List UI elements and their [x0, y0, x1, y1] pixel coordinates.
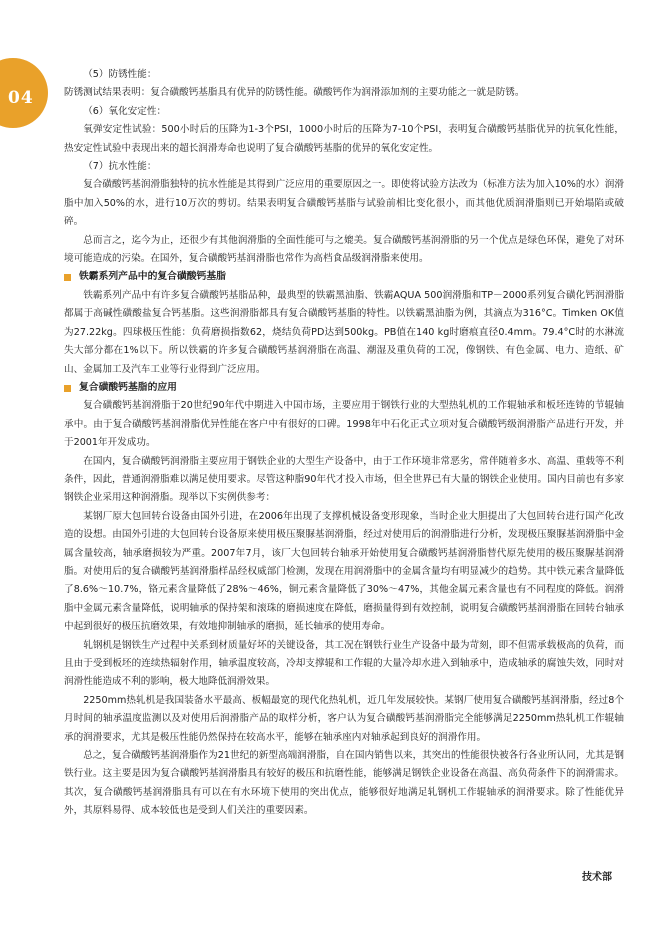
paragraph: 2250mm热轧机是我国装备水平最高、板幅最宽的现代化热轧机，近几年发展较快。某钢厂使用复合磺酸钙基润滑脂，经过8个月时间的轴承温度监测以及对使用后润滑脂产品的取样分析，客户认为复合磺酸钙基润滑脂完全能够满足2250mm热轧机工作辊轴承的润滑要求，尤其是极压性能仍然保持在较高水平，能够在轴承座内对轴承起到良好的润滑作用。: [64, 694, 624, 743]
subsection-title: （5）防锈性能：: [83, 69, 157, 80]
section-heading: [64, 379, 624, 397]
paragraph: 防锈测试结果表明：复合磺酸钙基脂具有优异的防锈性能。磺酸钙作为润滑添加剂的主要功能之一就是防锈。: [64, 87, 525, 99]
paragraph: 轧钢机是钢铁生产过程中关系到材质量好坏的关键设备，其工况在钢铁行业生产设备中最为苛刻，即不但需承载极高的负荷，而且由于受到板坯的连续热辐射作用，轴承温度较高，冷却支撑辊和工作辊的大量冷却水进入到轴承中，造成轴承的腐蚀失效，同时对润滑性能造成不利的影响，极大地降低润滑效果。: [64, 639, 624, 688]
section-heading: [64, 268, 624, 286]
subsection-title: （7）抗水性能：: [83, 161, 157, 173]
paragraph: 总之，复合磺酸钙基润滑脂作为21世纪的新型高端润滑脂，自在国内销售以来，其突出的性能很快被各行各业所认同，尤其是钢铁行业。这主要是因为复合磺酸钙基润滑脂具有较好的极压和抗磨性能，能够满足钢铁企业设备在高温、高负荷条件下的润滑需求。其次，复合磺酸钙基润滑脂具有可以在有水环境下使用的突出优点，能够很好地满足轧钢机工作辊轴承的润滑要求。除了性能优异外，其原料易得、成本较低也是受到人们关注的重要因素。: [64, 750, 624, 817]
section-heading-text: 复合磺酸钙基脂的应用: [79, 381, 177, 393]
page-number: 04: [8, 88, 34, 108]
paragraph: 氧弹安定性试验：500小时后的压降为1-3个PSI，1000小时后的压降为7-10个PSI，表明复合磺酸钙基脂优异的抗氧化性能，热安定性试验中表现出来的超长润滑寿命也说明了复合磺酸钙基脂的优异的氧化安定性。: [64, 124, 624, 154]
subsection-title: （6）氧化安定性：: [83, 105, 167, 117]
square-bullet-icon: [64, 385, 71, 392]
paragraph: 总而言之，迄今为止，还很少有其他润滑脂的全面性能可与之媲美。复合磺酸钙基润滑脂的另一个优点是绿色环保，避免了对环境可能造成的污染。在国外，复合磺酸钙基润滑脂也常作为高档食品级润滑脂来使用。: [64, 234, 624, 265]
paragraph: 复合磺酸钙基润滑脂独特的抗水性能是其得到广泛应用的重要原因之一。即使将试验方法改为（标准方法为加入10%的水）润滑脂中加入50%的水，进行10万次的剪切。结果表明复合磺酸钙基脂与试验前相比变化很小，而其他优质润滑脂则已开始塌陷或破碎。: [64, 179, 624, 228]
paragraph: 铁霸系列产品中有许多复合磺酸钙基脂品种，最典型的铁霸黑油脂、铁霸AQUA 500润滑脂和TP－2000系列复合磺化钙润滑脂都属于高碱性磺酸盐复合钙基脂。这些润滑脂都具有复合磺酸钙基脂的特性。以铁霸黑油脂为例，其滴点为316°C。Timken OK值为27.22kg。四球极压性能：负荷磨损指数62，烧结负荷PD达到500kg。PB值在140 kg时磨痕直径0.4mm。79.4°C时的水淋流失大部分都在1%以下。所以铁霸的许多复合磺酸钙基润滑脂在高温、潮湿及重负荷的工况，像钢铁、有色金属、电力、造纸、矿山、金属加工及汽车工业等行业得到广泛应用。: [64, 289, 624, 375]
paragraph: 某钢厂原大包回转台设备由国外引进，在2006年出现了支撑机械设备变形现象，当时企业大胆提出了大包回转台进行国产化改造的设想。由国外引进的大包回转台设备原来使用极压聚脲基润滑脂，经过对使用后的润滑脂进行分析，发现极压聚脲基润滑脂中金属含量较高，轴承磨损较为严重。2007年7月，该厂大包回转台轴承开始使用复合磺酸钙基润滑脂替代原先使用的极压聚脲基润滑脂。对使用后的复合磺酸钙基润滑脂样品经权威部门检测，发现在用润滑脂中的金属含量均有明显减少的趋势。其中铁元素含量降低了8.6%～10.7%，铬元素含量降低了28%～46%，铜元素含量降低了30%～47%，其他金属元素含量也有不同程度的降低。润滑脂中金属元素含量降低，说明轴承的保持架和滚珠的磨损速度在降低，磨损量得到有效控制，说明复合磺酸钙基润滑脂在回转台轴承中起到很好的极压抗磨效果，有效地抑制轴承的磨损，延长轴承的使用寿命。: [64, 510, 624, 633]
section-heading-text: 铁霸系列产品中的复合磺酸钙基脂: [79, 271, 226, 283]
article-body: [64, 66, 624, 821]
footer-department: 技术部: [582, 872, 612, 883]
paragraph: 在国内，复合磺酸钙润滑脂主要应用于钢铁企业的大型生产设备中，由于工作环境非常恶劣，常伴随着多水、高温、重载等不利条件，因此，普通润滑脂难以满足使用要求。尽管这种脂90年代才投入市场，但全世界已有大量的钢铁企业使用。国内目前也有多家钢铁企业采用这种润滑脂。现举以下实例供参考：: [64, 455, 624, 504]
square-bullet-icon: [64, 274, 71, 281]
paragraph: 复合磺酸钙基润滑脂于20世纪90年代中期进入中国市场，主要应用于钢铁行业的大型热轧机的工作辊轴承和板坯连铸的节辊轴承中。由于复合磺酸钙基润滑脂优异性能在客户中有很好的口碑。1998年中石化正式立项对复合磺酸钙级润滑脂产品进行开发，并于2001年开发成功。: [64, 400, 624, 449]
